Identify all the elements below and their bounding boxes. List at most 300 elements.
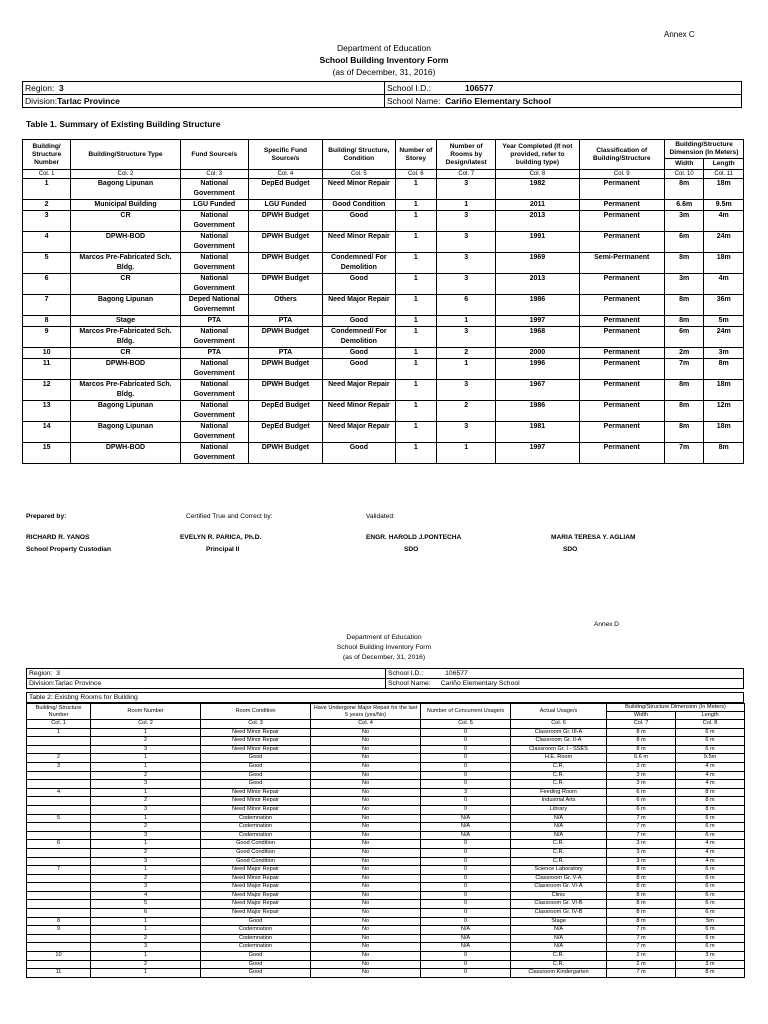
table-cell: 8m [704, 443, 744, 464]
table-cell: Classroom Gr. III-A [511, 728, 607, 737]
table-cell: Marcos Pre-Fabricated Sch. Bldg. [71, 327, 181, 348]
table-cell: Need Minor Repair [201, 737, 311, 746]
table-cell: 1 [395, 274, 437, 295]
table-cell: Good Condition [201, 848, 311, 857]
table-cell: 2 [23, 200, 71, 211]
t1-header: Number of Rooms by Design/latest [437, 140, 496, 170]
signatory-3-title: SDO [404, 546, 419, 553]
table-row [27, 788, 745, 797]
table-cell: 1986 [496, 401, 579, 422]
t2-header: Room Number [91, 704, 201, 720]
table-cell: 1 [27, 728, 91, 737]
table-cell: 0 [421, 874, 511, 883]
table-cell: 1 [395, 348, 437, 359]
table-cell: 6 m [676, 900, 745, 909]
school-info-table [22, 81, 742, 108]
table-cell: PTA [180, 348, 248, 359]
table-cell: 2 [91, 797, 201, 806]
table-cell: Condemned/ For Demolition [323, 327, 395, 348]
table-cell: No [311, 917, 421, 926]
table-cell: 2 [91, 848, 201, 857]
table-cell: 1 [91, 754, 201, 763]
table-cell: 1 [395, 443, 437, 464]
table-cell: 4 m [676, 780, 745, 789]
school-id-value: 106577 [464, 83, 494, 93]
table-row [23, 274, 744, 295]
division-value: Tarlac Province [54, 680, 102, 687]
table-cell: 6 m [676, 728, 745, 737]
table1-colnum-row [23, 170, 744, 179]
t2-header: Building/ Structure Number [27, 704, 91, 720]
table-cell: 15 [23, 443, 71, 464]
school-id-cell [385, 82, 742, 95]
table-cell: Need Minor Repair [201, 788, 311, 797]
table-cell: 8m [665, 295, 704, 316]
table-cell: 1 [23, 179, 71, 200]
table-cell: N/A [511, 934, 607, 943]
table-cell: LGU Funded [248, 200, 323, 211]
table-cell: Classroom Gr. V-A [511, 874, 607, 883]
form1-title: School Building Inventory Form [319, 55, 449, 65]
table-cell: National Government [180, 422, 248, 443]
table-cell: 2 m [607, 952, 676, 961]
table-cell: 1 [395, 232, 437, 253]
table-cell: Permanent [579, 380, 664, 401]
table-cell: C.R. [511, 840, 607, 849]
table-cell: 0 [421, 891, 511, 900]
table-cell: 2 m [607, 960, 676, 969]
table-cell: 2013 [496, 274, 579, 295]
table-cell: Good [323, 359, 395, 380]
table-cell: 2 [91, 874, 201, 883]
table-row [23, 232, 744, 253]
table-cell: 7m [665, 359, 704, 380]
table-cell: Bagong Lipunan [71, 401, 181, 422]
table-cell: No [311, 900, 421, 909]
table-cell: 0 [421, 797, 511, 806]
table-cell: 1 [91, 788, 201, 797]
table-cell: 1 [91, 952, 201, 961]
table-row [23, 316, 744, 327]
table-cell [27, 909, 91, 918]
t1-header: Building/ Structure Number [23, 140, 71, 170]
table-cell: 3 [421, 788, 511, 797]
table-row [27, 900, 745, 909]
table-row [23, 401, 744, 422]
col-number-cell: Col. 11 [704, 170, 744, 179]
table-cell: Clinic [511, 891, 607, 900]
table-cell: 6 m [676, 943, 745, 952]
table-cell: 3 [27, 762, 91, 771]
table-cell: 3 [437, 253, 496, 274]
table-cell: Classroom Gr. VI-B [511, 900, 607, 909]
table-cell: 0 [421, 900, 511, 909]
table-cell: 1996 [496, 359, 579, 380]
table-cell: 0 [421, 745, 511, 754]
table-cell: 2000 [496, 348, 579, 359]
table-cell: CR [71, 348, 181, 359]
table-cell: 3 m [676, 960, 745, 969]
table-cell: 8 m [607, 891, 676, 900]
table-cell: Feeding Room [511, 788, 607, 797]
table-cell: C.R. [511, 952, 607, 961]
table-cell: 0 [421, 805, 511, 814]
table-cell: 1 [437, 200, 496, 211]
table-cell [27, 900, 91, 909]
table-cell: Permanent [579, 274, 664, 295]
table-cell: Codemnation [201, 814, 311, 823]
table-row [27, 771, 745, 780]
table-cell: No [311, 728, 421, 737]
table-row [27, 754, 745, 763]
table-cell: Codemnation [201, 823, 311, 832]
table-row [27, 823, 745, 832]
table-cell: 8 m [676, 797, 745, 806]
table-cell: 1 [395, 401, 437, 422]
table-cell: 7m [665, 443, 704, 464]
region-label: Region: [25, 83, 55, 93]
table-row [23, 179, 744, 200]
table-cell: 4 m [676, 771, 745, 780]
table-cell: Industrial Arts [511, 797, 607, 806]
table-cell: Permanent [579, 316, 664, 327]
table-row [27, 805, 745, 814]
table-cell: C.R. [511, 780, 607, 789]
table-cell: 5 [23, 253, 71, 274]
table-cell: 2 [437, 348, 496, 359]
table1-header-row [23, 140, 744, 159]
table-cell: 3 [23, 211, 71, 232]
table-cell: DPWH-BOD [71, 359, 181, 380]
table-row [23, 443, 744, 464]
table-cell: 8m [665, 179, 704, 200]
table-cell: 18m [704, 422, 744, 443]
table-cell: 1 [395, 211, 437, 232]
table-cell: No [311, 754, 421, 763]
table-cell: 1 [395, 200, 437, 211]
col-number-cell: Col. 3 [180, 170, 248, 179]
table2-title-row [26, 692, 744, 703]
table-cell: DPWH-BOD [71, 232, 181, 253]
col-number-cell: Col. 1 [27, 720, 91, 729]
table-cell: 7 m [607, 926, 676, 935]
table-cell: 0 [421, 883, 511, 892]
table-row [27, 909, 745, 918]
table-cell: 6 m [676, 874, 745, 883]
table-cell: Marcos Pre-Fabricated Sch. Bldg. [71, 253, 181, 274]
table-cell: 0 [421, 771, 511, 780]
school-name-cell [385, 95, 742, 108]
table-cell: H.E. Room [511, 754, 607, 763]
table-cell [27, 883, 91, 892]
table-cell: Need Major Repair [323, 295, 395, 316]
table-cell: Need Minor Repair [201, 745, 311, 754]
table-cell: 2 [91, 960, 201, 969]
signatory-4-name: MARIA TERESA Y. AGLIAM [551, 534, 636, 541]
table-row [23, 253, 744, 274]
school-name-value: Cariño Elementary School [445, 96, 551, 106]
table-cell: N/A [421, 823, 511, 832]
table-cell: Permanent [579, 200, 664, 211]
table-cell [27, 874, 91, 883]
table-cell: Need Minor Repair [323, 179, 395, 200]
table-row [27, 737, 745, 746]
table-cell: No [311, 943, 421, 952]
table-row [23, 380, 744, 401]
table-cell: Need Major Repair [201, 891, 311, 900]
table-cell: Good [323, 316, 395, 327]
table-cell: 0 [421, 840, 511, 849]
table-cell: 3 [91, 857, 201, 866]
table-cell: No [311, 823, 421, 832]
table-cell: Permanent [579, 443, 664, 464]
table-cell: 2 [437, 401, 496, 422]
table-cell: 1986 [496, 295, 579, 316]
rooms-table [26, 703, 745, 978]
table-cell: 0 [421, 754, 511, 763]
table-cell: 2m [665, 348, 704, 359]
table-cell: 1 [395, 179, 437, 200]
table-cell: 8 m [607, 745, 676, 754]
table-cell: Need Major Repair [201, 883, 311, 892]
table-cell: PTA [248, 316, 323, 327]
table-cell: 1 [91, 969, 201, 978]
table-cell: Good [201, 952, 311, 961]
table-cell: Classroom Gr. I - SSES [511, 745, 607, 754]
table-cell: 9 [23, 327, 71, 348]
form1-header [0, 42, 768, 78]
table-cell: 3 [91, 805, 201, 814]
table-cell: 4 m [676, 762, 745, 771]
table-cell: 18m [704, 380, 744, 401]
table-cell: CR [71, 211, 181, 232]
table-cell: 6 m [676, 814, 745, 823]
table-cell: No [311, 771, 421, 780]
table-cell: No [311, 934, 421, 943]
table-cell: Codemnation [201, 831, 311, 840]
form2-header [0, 633, 768, 663]
table-cell: 4 [91, 891, 201, 900]
table-cell: 36m [704, 295, 744, 316]
col-number-cell: Col. 7 [437, 170, 496, 179]
table-cell: No [311, 840, 421, 849]
table-cell [27, 771, 91, 780]
t1-subheader-width: Width [665, 159, 704, 170]
t2-header: Actual Usage/s [511, 704, 607, 720]
table-cell: 6 m [676, 745, 745, 754]
table-cell: C.R. [511, 848, 607, 857]
table-cell: 0 [421, 969, 511, 978]
table-row [27, 745, 745, 754]
school-name-cell-2 [386, 679, 744, 689]
table-cell: 1 [395, 380, 437, 401]
table-cell: Municipal Building [71, 200, 181, 211]
division-cell-2 [27, 679, 386, 689]
table-cell: 1 [91, 917, 201, 926]
t2-subheader-length: Length [676, 712, 745, 720]
table-cell: 3 [437, 211, 496, 232]
table-cell: Classroom Gr. II-A [511, 737, 607, 746]
table-cell [27, 831, 91, 840]
table-row [27, 848, 745, 857]
table-cell: 2013 [496, 211, 579, 232]
table-cell: 6m [665, 232, 704, 253]
table-cell: 12m [704, 401, 744, 422]
table-cell: National Government [180, 359, 248, 380]
table-cell: 7 m [607, 823, 676, 832]
table-cell [27, 745, 91, 754]
table-cell: 3 m [607, 762, 676, 771]
col-number-cell: Col. 6 [395, 170, 437, 179]
table-cell: No [311, 960, 421, 969]
col-number-cell: Col. 4 [248, 170, 323, 179]
col-number-cell: Col. 5 [323, 170, 395, 179]
table-cell: No [311, 848, 421, 857]
table-cell [27, 934, 91, 943]
table-cell: Classroom Gr. VI-A [511, 883, 607, 892]
table-cell: 1969 [496, 253, 579, 274]
table-cell: 10 [23, 348, 71, 359]
table-cell: LGU Funded [180, 200, 248, 211]
table-cell: 1 [91, 728, 201, 737]
table-cell: 7 m [607, 831, 676, 840]
certified-label: Certified True and Correct by: [186, 513, 273, 520]
col-number-cell: Col. 7 [607, 720, 676, 729]
table-cell: 6m [665, 327, 704, 348]
table-cell: 8m [704, 359, 744, 380]
table-cell: DPWH Budget [248, 359, 323, 380]
table-cell [27, 737, 91, 746]
table-cell: 3 [437, 422, 496, 443]
table-cell: 1967 [496, 380, 579, 401]
table-cell: DepEd Budget [248, 179, 323, 200]
signatory-1-name: RICHARD R. YANOS [26, 534, 90, 541]
table-cell: Good [323, 348, 395, 359]
table-cell: National Government [180, 380, 248, 401]
table-cell: 3 [91, 780, 201, 789]
table-cell: Good Condition [323, 200, 395, 211]
table-cell: N/A [421, 814, 511, 823]
table-cell: Permanent [579, 327, 664, 348]
region-value: 3 [59, 83, 64, 93]
t2-header: Room Condition [201, 704, 311, 720]
table-cell: 3 m [607, 840, 676, 849]
table-cell: No [311, 926, 421, 935]
table-cell: 1981 [496, 422, 579, 443]
t1-header: Building/Structure Type [71, 140, 181, 170]
table-cell: 8 m [607, 883, 676, 892]
t2-header: Number of Concurrent Usage/s [421, 704, 511, 720]
table-cell: 6 [27, 840, 91, 849]
table-row [23, 327, 744, 348]
validated-label: Validated: [366, 513, 395, 520]
table-cell: Permanent [579, 295, 664, 316]
prepared-by-label: Prepared by: [26, 513, 67, 520]
table-cell: No [311, 805, 421, 814]
school-id-label: School I.D.: [388, 670, 424, 677]
table-cell: 8 m [607, 866, 676, 875]
table-cell: 3 [437, 327, 496, 348]
table-cell: National Government [180, 232, 248, 253]
table-row [27, 762, 745, 771]
table-cell: Good [201, 917, 311, 926]
table-cell: Classroom Gr. IV-B [511, 909, 607, 918]
table-cell: 0 [421, 909, 511, 918]
table-row [27, 960, 745, 969]
col-number-cell: Col. 1 [23, 170, 71, 179]
table-cell: 6 m [676, 891, 745, 900]
table-cell: 0 [421, 960, 511, 969]
division-value: Tarlac Province [57, 96, 120, 106]
col-number-cell: Col. 10 [665, 170, 704, 179]
col-number-cell: Col. 9 [579, 170, 664, 179]
table-cell: Permanent [579, 211, 664, 232]
table-cell: 1997 [496, 316, 579, 327]
table-cell: 18m [704, 253, 744, 274]
table-cell: 6 m [676, 831, 745, 840]
table-cell: 3 m [607, 857, 676, 866]
table-cell: National Government [180, 327, 248, 348]
table-cell: No [311, 780, 421, 789]
table-cell: No [311, 814, 421, 823]
table-row [23, 422, 744, 443]
table-cell: 1 [91, 762, 201, 771]
table-cell: 4 m [676, 848, 745, 857]
table-cell: N/A [421, 943, 511, 952]
table-row [27, 952, 745, 961]
table-row [23, 348, 744, 359]
table-cell: 3m [665, 211, 704, 232]
table-cell: Need Minor Repair [201, 805, 311, 814]
table-cell: 8 m [607, 874, 676, 883]
table-cell: 0 [421, 737, 511, 746]
table-cell: 0 [421, 857, 511, 866]
t2-header: Building/Structure Dimension (In Meters) [607, 704, 745, 712]
table-cell: 4m [704, 274, 744, 295]
table-cell: Need Minor Repair [201, 874, 311, 883]
table-cell [27, 857, 91, 866]
t1-header: Specific Fund Source/s [248, 140, 323, 170]
school-name-value: Cariño Elementary School [440, 680, 520, 687]
table-cell: 0 [421, 917, 511, 926]
table-cell: 9.5m [704, 200, 744, 211]
table2-colnum-row [27, 720, 745, 729]
table-cell: 1 [395, 422, 437, 443]
table-cell: 8m [665, 422, 704, 443]
table-cell: Good [201, 754, 311, 763]
table-cell: 6 m [607, 805, 676, 814]
table-cell: 8 m [607, 900, 676, 909]
signatory-3-name: ENGR. HAROLD J.PONTECHA [366, 534, 462, 541]
table-cell: 4 m [676, 857, 745, 866]
table-cell: Permanent [579, 422, 664, 443]
table-cell: 7 m [607, 943, 676, 952]
table-cell: 0 [421, 728, 511, 737]
table-row [23, 211, 744, 232]
table-row [27, 857, 745, 866]
table-cell: C.R. [511, 960, 607, 969]
school-name-label: School Name: [388, 680, 431, 687]
table-cell: 5 [91, 900, 201, 909]
table-cell: No [311, 891, 421, 900]
table-cell: No [311, 762, 421, 771]
table-cell: 7 m [607, 934, 676, 943]
col-number-cell: Col. 6 [511, 720, 607, 729]
table-cell: 6 m [676, 866, 745, 875]
table-cell: DPWH Budget [248, 232, 323, 253]
t1-header: Building/ Structure, Condition [323, 140, 395, 170]
table-cell: 3 [437, 179, 496, 200]
